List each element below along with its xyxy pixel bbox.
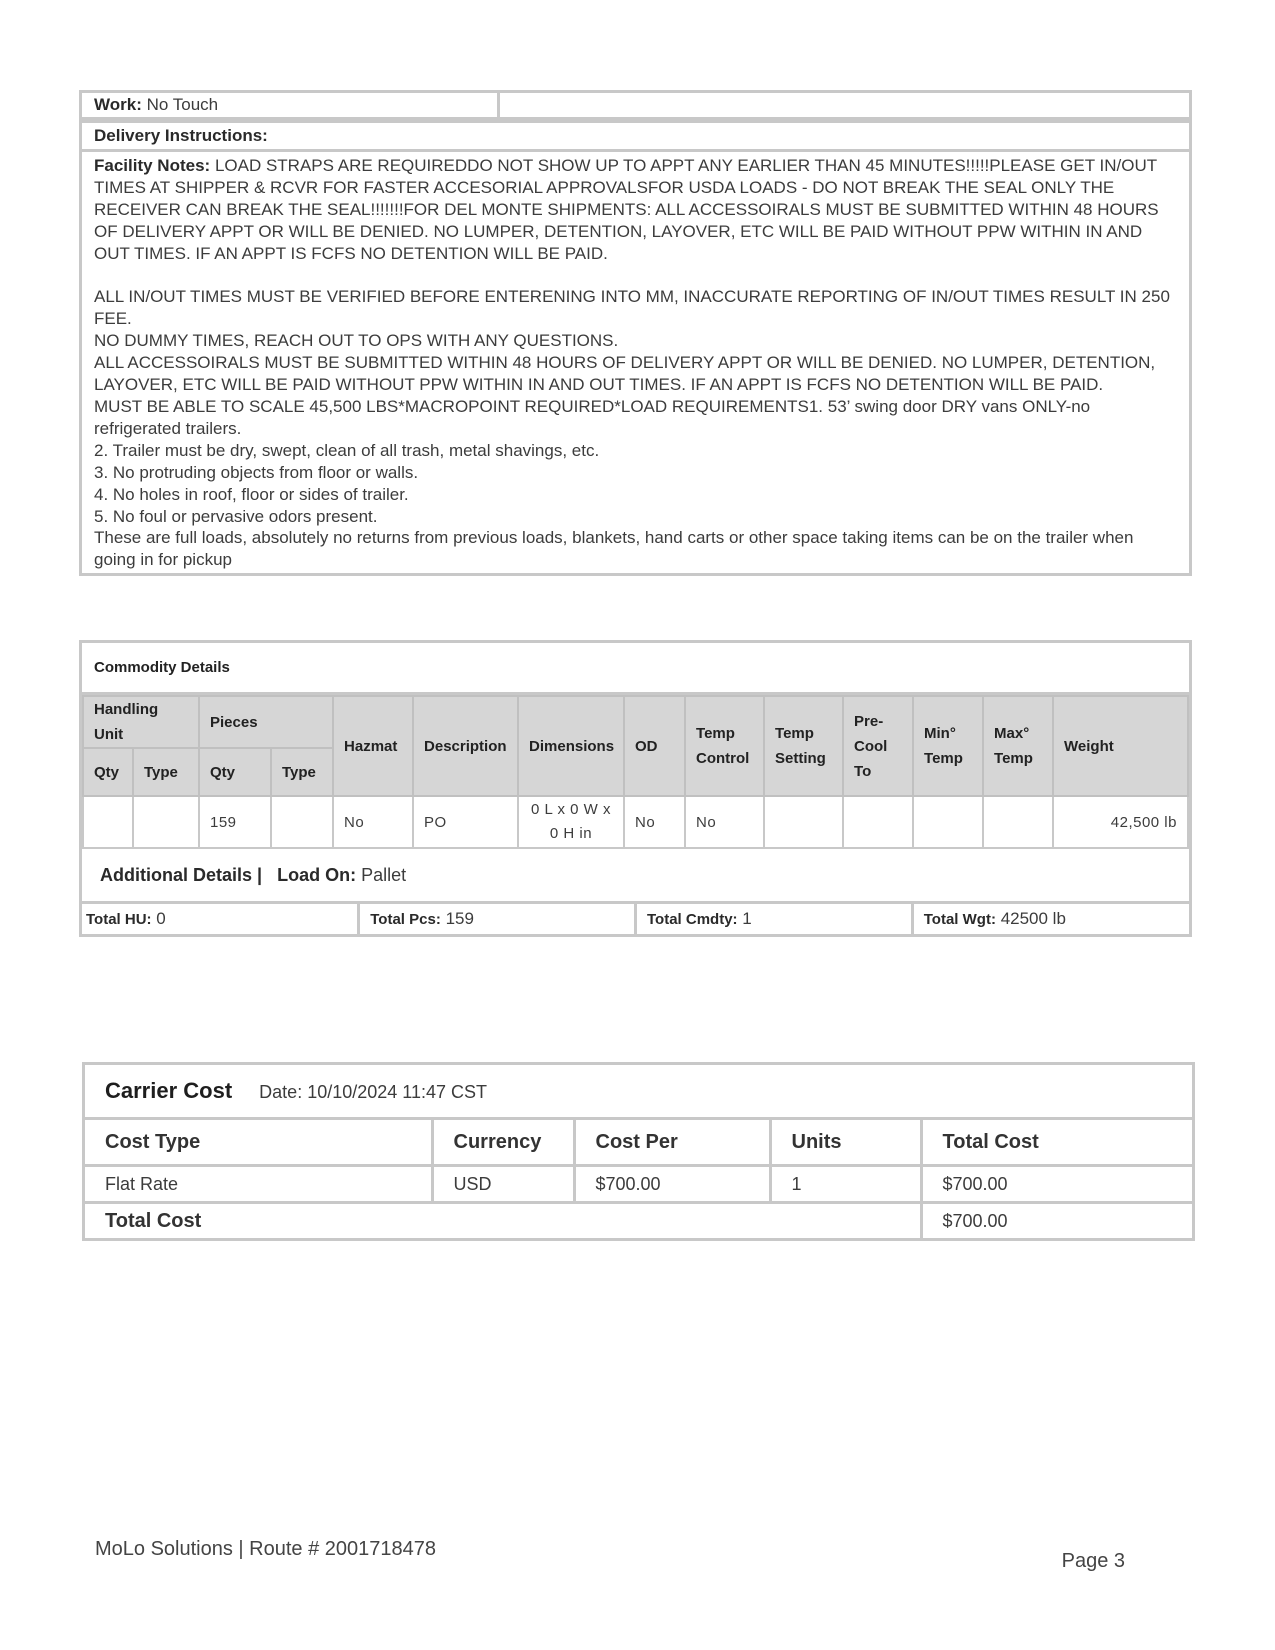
total-cost-row xyxy=(85,1203,1192,1239)
work-empty-cell xyxy=(499,92,1191,119)
dimensions-header: Dimensions xyxy=(518,696,624,796)
dimensions-line2: 0 H in xyxy=(549,825,593,842)
total-hu xyxy=(82,904,359,934)
delivery-instructions-header xyxy=(82,123,1189,152)
handling-unit-header: Handling Unit xyxy=(83,696,199,748)
precool-header xyxy=(843,696,913,796)
min-temp-header-line2: Temp xyxy=(924,750,963,767)
dimensions-cell xyxy=(518,796,624,848)
footer-route: MoLo Solutions | Route # 2001718478 xyxy=(95,1538,437,1560)
description-cell: PO xyxy=(413,796,518,848)
commodity-details xyxy=(79,640,1192,937)
delivery-instructions-label: Delivery Instructions: xyxy=(94,126,268,145)
precool-header-line3: To xyxy=(854,762,872,780)
additional-details xyxy=(82,849,1189,904)
facility-notes xyxy=(82,152,1189,573)
facility-notes-text: LOAD STRAPS ARE REQUIREDDO NOT SHOW UP TO APPT ANY EARLIER THAN 45 MINUTES!!!!!PLEASE GET IN/OUT TIMES AT SHIPPER & RCVR FOR FASTER ACCESORIAL APPROVALSFOR USDA LOADS - DO NOT BREAK THE SEAL ONLY THE RECEIVER CAN BREAK THE SEAL!!!!!!!FOR DEL MONTE SHIPMENTS: ALL ACCESSOIRALS MUST BE SUBMITTED WITHIN 48 HOURS OF DELIVERY APPT OR WILL BE DENIED. NO LUMPER, DETENTION, LAYOVER, ETC WILL BE PAID WITHOUT PPW WITHIN IN AND OUT TIMES. IF AN APPT IS FCFS NO DETENTION WILL BE PAID. ALL IN/OUT TIMES MUST BE VERIFIED BEFORE ENTERENING INTO MM, INACCURATE REPORTING OF IN/OUT TIMES RESULT IN 250 FEE. NO DUMMY TIMES, REACH OUT TO OPS WITH ANY QUESTIONS. ALL ACCESSOIRALS MUST BE SUBMITTED WITHIN 48 HOURS OF DELIVERY APPT OR WILL BE DENIED. NO LUMPER, DETENTION, LAYOVER, ETC WILL BE PAID WITHOUT PPW WITHIN IN AND OUT TIMES. IF AN APPT IS FCFS NO DETENTION WILL BE PAID. MUST BE ABLE TO SCALE 45,500 LBS*MACROPOINT REQUIRED*LOAD REQUIREMENTS1. 53’ swing door DRY vans ONLY-no refrigerated trailers. 2. Trailer must be dry, swept, clean of all trash, metal shavings, etc. 3. No protruding objects from floor or walls. 4. No holes in roof, floor or sides of trailer. 5. No foul or pervasive odors present. These are full loads, absolutely no returns from previous loads, blankets, hand carts or other space taking items can be on the trailer when going in for pickup xyxy=(94,156,1170,570)
pcs-qty-header: Qty xyxy=(199,748,271,796)
units-header: Units xyxy=(770,1120,921,1166)
total-cost-header: Total Cost xyxy=(921,1120,1192,1166)
additional-details-label: Additional Details | xyxy=(100,865,263,885)
delivery-instructions-box xyxy=(79,120,1192,576)
cost-per-header: Cost Per xyxy=(574,1120,770,1166)
od-header: OD xyxy=(624,696,685,796)
min-temp-header xyxy=(913,696,983,796)
hu-type-cell xyxy=(133,796,199,848)
load-on-label: Load On: xyxy=(277,865,357,885)
total-pcs-value: 159 xyxy=(445,909,474,928)
cost-per-cell: $700.00 xyxy=(574,1166,770,1203)
pcs-type-cell xyxy=(271,796,333,848)
total-cmdty xyxy=(636,904,913,934)
total-pcs-label: Total Pcs: xyxy=(370,911,441,928)
hu-type-header: Type xyxy=(133,748,199,796)
total-cost-value: $700.00 xyxy=(921,1203,1192,1239)
work-label: Work: xyxy=(94,95,142,114)
pcs-qty-cell: 159 xyxy=(199,796,271,848)
carrier-cost-header xyxy=(85,1065,1192,1120)
currency-cell: USD xyxy=(432,1166,574,1203)
max-temp-cell xyxy=(983,796,1053,848)
pcs-type-header: Type xyxy=(271,748,333,796)
total-hu-value: 0 xyxy=(156,909,166,928)
hazmat-cell: No xyxy=(333,796,413,848)
total-wgt-label: Total Wgt: xyxy=(923,911,996,928)
commodity-title: Commodity Details xyxy=(82,643,1189,695)
footer-page-number: Page 3 xyxy=(1061,1550,1125,1572)
temp-setting-header-line1: Temp xyxy=(775,725,814,742)
temp-setting-header xyxy=(764,696,843,796)
temp-setting-header-line2: Setting xyxy=(775,750,826,767)
cost-type-cell: Flat Rate xyxy=(85,1166,432,1203)
facility-notes-label: Facility Notes: xyxy=(94,156,211,175)
commodity-table xyxy=(82,695,1189,849)
carrier-cost-date: Date: 10/10/2024 11:47 CST xyxy=(259,1082,487,1102)
weight-header: Weight xyxy=(1053,696,1188,796)
hu-qty-cell xyxy=(83,796,133,848)
carrier-cost-title: Carrier Cost xyxy=(105,1078,233,1103)
temp-setting-cell xyxy=(764,796,843,848)
total-cmdty-label: Total Cmdty: xyxy=(647,911,738,928)
weight-cell: 42,500 lb xyxy=(1053,796,1188,848)
dimensions-line1: 0 L x 0 W x xyxy=(531,801,611,818)
cost-type-header: Cost Type xyxy=(85,1120,432,1166)
temp-control-header xyxy=(685,696,764,796)
carrier-cost xyxy=(82,1062,1195,1241)
work-cell xyxy=(81,92,499,119)
total-wgt-value: 42500 lb xyxy=(1000,909,1066,928)
temp-control-header-line2: Control xyxy=(696,750,750,767)
max-temp-header xyxy=(983,696,1053,796)
min-temp-header-line1: Min° xyxy=(924,725,956,742)
commodity-totals xyxy=(82,904,1189,934)
total-pcs xyxy=(359,904,636,934)
total-cost-cell: $700.00 xyxy=(921,1166,1192,1203)
total-cost-label: Total Cost xyxy=(85,1203,921,1239)
total-hu-label: Total HU: xyxy=(86,911,152,928)
od-cell: No xyxy=(624,796,685,848)
units-cell: 1 xyxy=(770,1166,921,1203)
commodity-row xyxy=(83,796,1188,848)
total-cmdty-value: 1 xyxy=(742,909,752,928)
currency-header: Currency xyxy=(432,1120,574,1166)
max-temp-header-line2: Temp xyxy=(994,750,1033,767)
min-temp-cell xyxy=(913,796,983,848)
precool-cell xyxy=(843,796,913,848)
pieces-header: Pieces xyxy=(199,696,333,748)
hu-qty-header: Qty xyxy=(83,748,133,796)
temp-control-header-line1: Temp xyxy=(696,725,735,742)
precool-header-line1: Pre- xyxy=(854,712,884,730)
work-table xyxy=(79,90,1192,120)
hazmat-header: Hazmat xyxy=(333,696,413,796)
description-header: Description xyxy=(413,696,518,796)
total-wgt xyxy=(912,904,1189,934)
work-value: No Touch xyxy=(146,95,219,114)
load-on-value: Pallet xyxy=(361,865,407,885)
temp-control-cell: No xyxy=(685,796,764,848)
precool-header-line2: Cool xyxy=(854,737,888,755)
carrier-cost-table xyxy=(85,1120,1192,1238)
max-temp-header-line1: Max° xyxy=(994,725,1030,742)
cost-row xyxy=(85,1166,1192,1203)
